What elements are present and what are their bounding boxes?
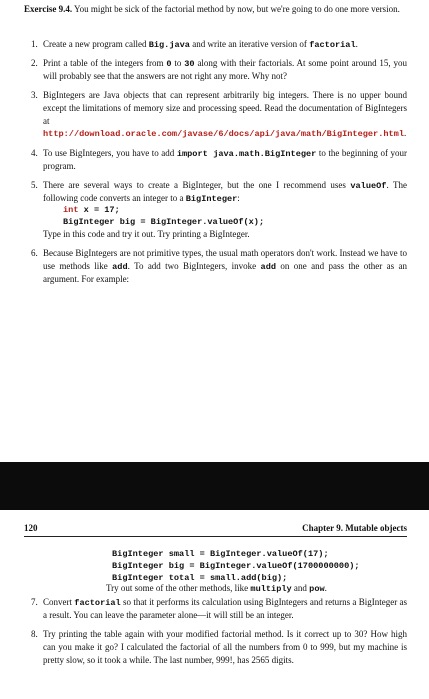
item-text: .: [324, 583, 327, 593]
item-number: 2.: [31, 58, 38, 69]
item-text: .: [355, 39, 358, 49]
item-text: Type in this code and try it out. Try printing a BigInteger.: [43, 229, 250, 240]
list-item-1: [24, 38, 407, 51]
code-inline: factorial: [74, 598, 121, 608]
item-text: :: [237, 192, 240, 203]
try-methods-text: [106, 582, 327, 595]
code-line: BigInteger small = BigInteger.valueOf(17);: [112, 549, 329, 559]
code-inline: pow: [309, 584, 325, 594]
item-number: 6.: [31, 247, 38, 258]
item-text: Print a table of the integers from: [43, 58, 167, 69]
code-inline: Big.java: [148, 40, 190, 50]
exercise-label: Exercise 9.4.: [24, 4, 73, 14]
list-item-3: [24, 89, 407, 141]
exercise-steps-list: [24, 38, 407, 292]
code-inline: import java.math.BigInteger: [176, 148, 317, 159]
item-text: . To add two BigIntegers, invoke: [127, 260, 261, 271]
item-text: There are several ways to create a BigInteger, but the one I recommend uses: [43, 179, 351, 190]
code-line: BigInteger big = BigInteger.valueOf(x);: [63, 216, 265, 227]
item-number: 7.: [31, 597, 38, 607]
item-number: 8.: [31, 628, 38, 639]
code-line: x = 17;: [78, 205, 120, 216]
item-text: and: [291, 583, 310, 593]
code-inline: valueOf: [350, 180, 387, 191]
code-block: [43, 205, 407, 228]
running-header: [24, 522, 407, 537]
code-line: BigInteger big = BigInteger.valueOf(1700000000);: [112, 561, 360, 572]
code-inline: add: [260, 261, 277, 272]
list-item-4: [24, 147, 407, 173]
item-text: and write an iterative version of: [189, 39, 310, 49]
code-block: [112, 548, 360, 585]
item-text: on one and pass the other as an argument. For example:: [43, 260, 407, 284]
code-inline: add: [112, 261, 128, 272]
item-text: Try out some of the other methods, like: [106, 583, 251, 593]
exercise-steps-list-continued: [24, 596, 407, 672]
page-lower: [0, 512, 429, 699]
item-text: so that it performs its calculation using BigIntegers and returns a BigInteger as a result. You can leave the parameter alone—it will still be an integer.: [43, 597, 407, 621]
code-line: BigInteger total = small.add(big);: [112, 573, 288, 584]
item-text: Convert: [43, 597, 75, 607]
code-keyword: int: [63, 205, 79, 216]
page-separator: [0, 462, 429, 510]
code-inline: 30: [184, 59, 195, 70]
list-item-8: [24, 628, 407, 666]
item-number: 3.: [31, 90, 38, 101]
exercise-intro: [24, 3, 405, 16]
list-item-2: [24, 57, 407, 83]
item-text: Try printing the table again with your modified factorial method. Is it correct up to 30? How high can you make it go? I calculated the factorial of all the numbers from 0 to 999, but my machine is pretty slow, so it took a while. The last number, 999!, has 2565 digits.: [43, 628, 407, 665]
item-text: BigIntegers are Java objects that can represent arbitrarily big integers. There is no upper bound except the limitations of memory size and processing speed. Read the documentation of BigIntegers at: [43, 90, 407, 126]
item-text: Create a new program called: [43, 39, 149, 49]
chapter-title: Chapter 9. Mutable objects: [302, 523, 407, 533]
item-number: 5.: [31, 179, 38, 190]
list-item-5: [24, 179, 407, 241]
item-number: 4.: [31, 147, 38, 158]
item-text: to the beginning of your program.: [43, 147, 407, 171]
item-text: Because BigIntegers are not primitive types, the usual math operators don't work. Instead we have to use methods like: [43, 247, 407, 271]
page-number: 120: [24, 523, 38, 533]
item-number: 1.: [31, 39, 38, 49]
item-text: .: [404, 128, 407, 139]
item-text: along with their factorials. At some point around 15, you will probably see that the answers are not right any more. Why not?: [43, 58, 408, 82]
code-inline: factorial: [309, 40, 356, 50]
code-inline: multiply: [250, 584, 292, 594]
list-item-6: [24, 247, 407, 286]
code-inline: 0: [166, 59, 172, 70]
exercise-intro-text: You might be sick of the factorial method by now, but we're going to do one more version.: [74, 4, 400, 14]
item-text: . The following code converts an integer to a: [43, 179, 407, 203]
item-text: to: [171, 58, 185, 69]
documentation-link[interactable]: http://download.oracle.com/javase/6/docs/api/java/math/BigInteger.html: [43, 129, 404, 140]
code-inline: BigInteger: [185, 193, 238, 204]
list-item-7: [24, 596, 407, 622]
item-text: To use BigIntegers, you have to add: [43, 147, 177, 158]
